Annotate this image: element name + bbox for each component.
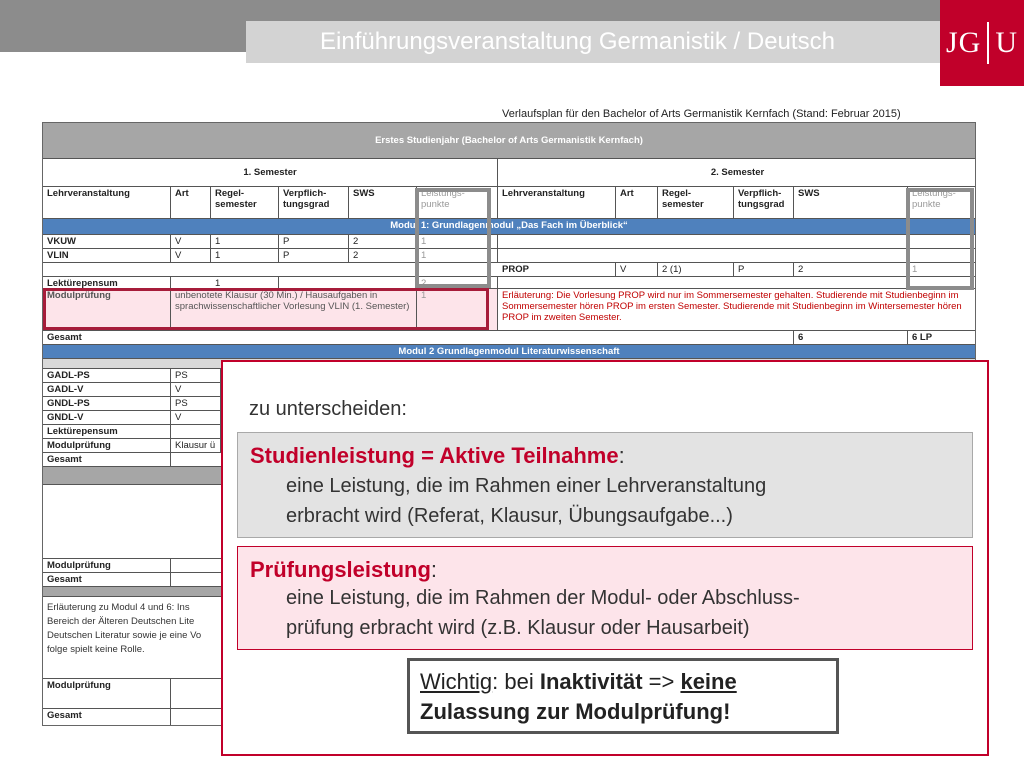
studienleistung-title: Studienleistung = Aktive Teilnahme: — [250, 443, 625, 468]
cell: GNDL-V — [43, 411, 171, 424]
col-header: Regel-semester — [211, 187, 279, 218]
erlaeuterung2-line: Bereich der Älteren Deutschen Lite — [47, 616, 195, 627]
important-note — [407, 658, 839, 734]
cell: 1 — [912, 264, 918, 275]
modulpruefung-highlight — [43, 288, 489, 330]
note-line1 — [420, 667, 826, 697]
cell: VKUW — [43, 235, 171, 248]
cell: V — [171, 249, 211, 262]
studienleistung-line1: eine Leistung, die im Rahmen einer Lehrveranstaltung — [286, 475, 767, 497]
cell: 6 — [794, 331, 908, 344]
studienleistung-title-text: Studienleistung = Aktive Teilnahme — [250, 443, 619, 468]
table-row — [43, 249, 975, 263]
pruefungsleistung-title: Prüfungsleistung: — [250, 557, 438, 582]
cell: Lektürepensum — [43, 425, 171, 438]
logo-text-right: U — [995, 26, 1018, 59]
erlaeuterung2-line: folge spielt keine Rolle. — [47, 644, 145, 655]
cell: 1 — [417, 235, 498, 248]
prop-row — [43, 263, 975, 277]
col-header: Leistungs-punkte — [912, 188, 956, 210]
cell: 1 — [211, 249, 279, 262]
cell: Modulprüfung — [43, 439, 171, 452]
leistungspunkte-highlight-left — [415, 188, 491, 288]
module2-title: Modul 2 Grundlagenmodul Literaturwissenschaft — [398, 346, 620, 357]
cell: GADL-V — [43, 383, 171, 396]
col-header: Leistungs-punkte — [417, 187, 498, 218]
cell: 1 — [211, 277, 279, 288]
cell: Gesamt — [43, 573, 171, 586]
cell: 1 — [417, 289, 498, 330]
semester2-label: 2. Semester — [710, 167, 765, 178]
col-header: SWS — [794, 187, 908, 218]
semester1-label: 1. Semester — [43, 159, 498, 186]
header-top-strip — [246, 0, 940, 21]
cell: Gesamt — [43, 709, 171, 725]
cell: Modulprüfung — [43, 559, 171, 572]
cell: V — [171, 411, 221, 424]
semester-row — [43, 159, 975, 187]
cell: Gesamt — [43, 453, 171, 466]
cell: P — [734, 263, 794, 276]
jgu-logo — [940, 0, 1024, 86]
cell: 2 — [349, 249, 417, 262]
erlaeuterung2-line: Erläuterung zu Modul 4 und 6: Ins — [47, 602, 190, 613]
cell: PS — [171, 397, 221, 410]
cell: PS — [171, 369, 221, 382]
col-header: Lehrveranstaltung — [498, 187, 616, 218]
gesamt-row — [43, 331, 975, 345]
cell: 6 LP — [912, 332, 933, 343]
studienleistung-line2: erbracht wird (Referat, Klausur, Übungsaufgabe...) — [286, 505, 733, 527]
note-line2: Zulassung zur Modulprüfung! — [420, 699, 731, 724]
erlaeuterung2-line: Deutschen Literatur sowie je eine Vo — [47, 630, 202, 641]
plan-caption: Verlaufsplan für den Bachelor of Arts Germanistik Kernfach (Stand: Februar 2015) — [502, 108, 901, 120]
col-header: Regel-semester — [658, 187, 734, 218]
note-wichtig: Wichtig — [420, 669, 493, 694]
header-dark-bar — [0, 0, 246, 52]
page-title: Einführungsveranstaltung Germanistik / Deutsch — [246, 21, 940, 63]
column-header-row — [43, 187, 975, 219]
pruefungsleistung-line2: prüfung erbracht wird (z.B. Klausur oder Hausarbeit) — [286, 617, 750, 639]
leistungspunkte-highlight-right — [906, 188, 974, 290]
year-title: Erstes Studienjahr (Bachelor of Arts Germanistik Kernfach) — [375, 135, 643, 146]
cell: VLIN — [43, 249, 171, 262]
cell: GNDL-PS — [43, 397, 171, 410]
logo-divider — [987, 22, 989, 64]
note-mid: : bei — [492, 669, 540, 694]
note-inaktivitaet: Inaktivität — [539, 669, 643, 694]
module1-row — [43, 219, 975, 235]
pruefungsleistung-line1: eine Leistung, die im Rahmen der Modul- oder Abschluss- — [286, 587, 800, 609]
erlaeuterung-text: Erläuterung: Die Vorlesung PROP wird nur im Sommersemester gehalten. Studierende mit Studienbeginn im Sommersemester hören PROP im ersten Semester. Studierende mit Studienbeginn im Wintersemester hören PROP im zweiten Semester. — [498, 289, 976, 330]
col-header: Art — [616, 187, 658, 218]
col-header: Art — [171, 187, 211, 218]
col-header: Lehrveranstaltung — [43, 187, 171, 218]
cell: V — [171, 235, 211, 248]
cell — [171, 425, 221, 438]
cell: 1 — [417, 249, 498, 262]
cell: unbenotete Klausur (30 Min.) / Hausaufgaben in sprachwissenschaftlicher Vorlesung VLIN (1. Semester) — [171, 289, 417, 330]
logo-text-left: JG — [945, 26, 982, 59]
cell: V — [171, 383, 221, 396]
cell: GADL-PS — [43, 369, 171, 382]
note-arrow: => — [642, 669, 681, 694]
cell: Modulprüfung — [43, 289, 171, 330]
cell: 2 (1) — [658, 263, 734, 276]
cell: Lektürepensum — [43, 277, 171, 288]
pruefungsleistung-title-text: Prüfungsleistung — [250, 557, 431, 582]
pruefungsleistung-box — [237, 546, 973, 650]
col-header: Verpflich-tungsgrad — [279, 187, 349, 218]
cell: 2 — [794, 263, 908, 276]
module2-row — [43, 345, 975, 359]
table-row — [43, 235, 975, 249]
cell: Modulprüfung — [43, 679, 171, 708]
module1-title: Modul 1: Grundlagenmodul „Das Fach im Überblick“ — [390, 220, 628, 231]
year-title-row — [43, 123, 975, 159]
intro-text: zu unterscheiden: — [249, 398, 407, 420]
cell: P — [279, 235, 349, 248]
cell: 2 — [349, 235, 417, 248]
note-keine: keine — [680, 669, 737, 694]
explanation-panel — [221, 360, 989, 756]
col-header: Verpflich-tungsgrad — [734, 187, 794, 218]
cell: 2 — [417, 277, 498, 288]
cell: V — [616, 263, 658, 276]
cell: PROP — [498, 263, 616, 276]
cell: Klausur ü — [171, 439, 221, 452]
cell: P — [279, 249, 349, 262]
studienleistung-box — [237, 432, 973, 538]
col-header: SWS — [349, 187, 417, 218]
erlaeuterung2-text — [47, 601, 201, 657]
cell: Gesamt — [43, 331, 794, 344]
cell: 1 — [211, 235, 279, 248]
